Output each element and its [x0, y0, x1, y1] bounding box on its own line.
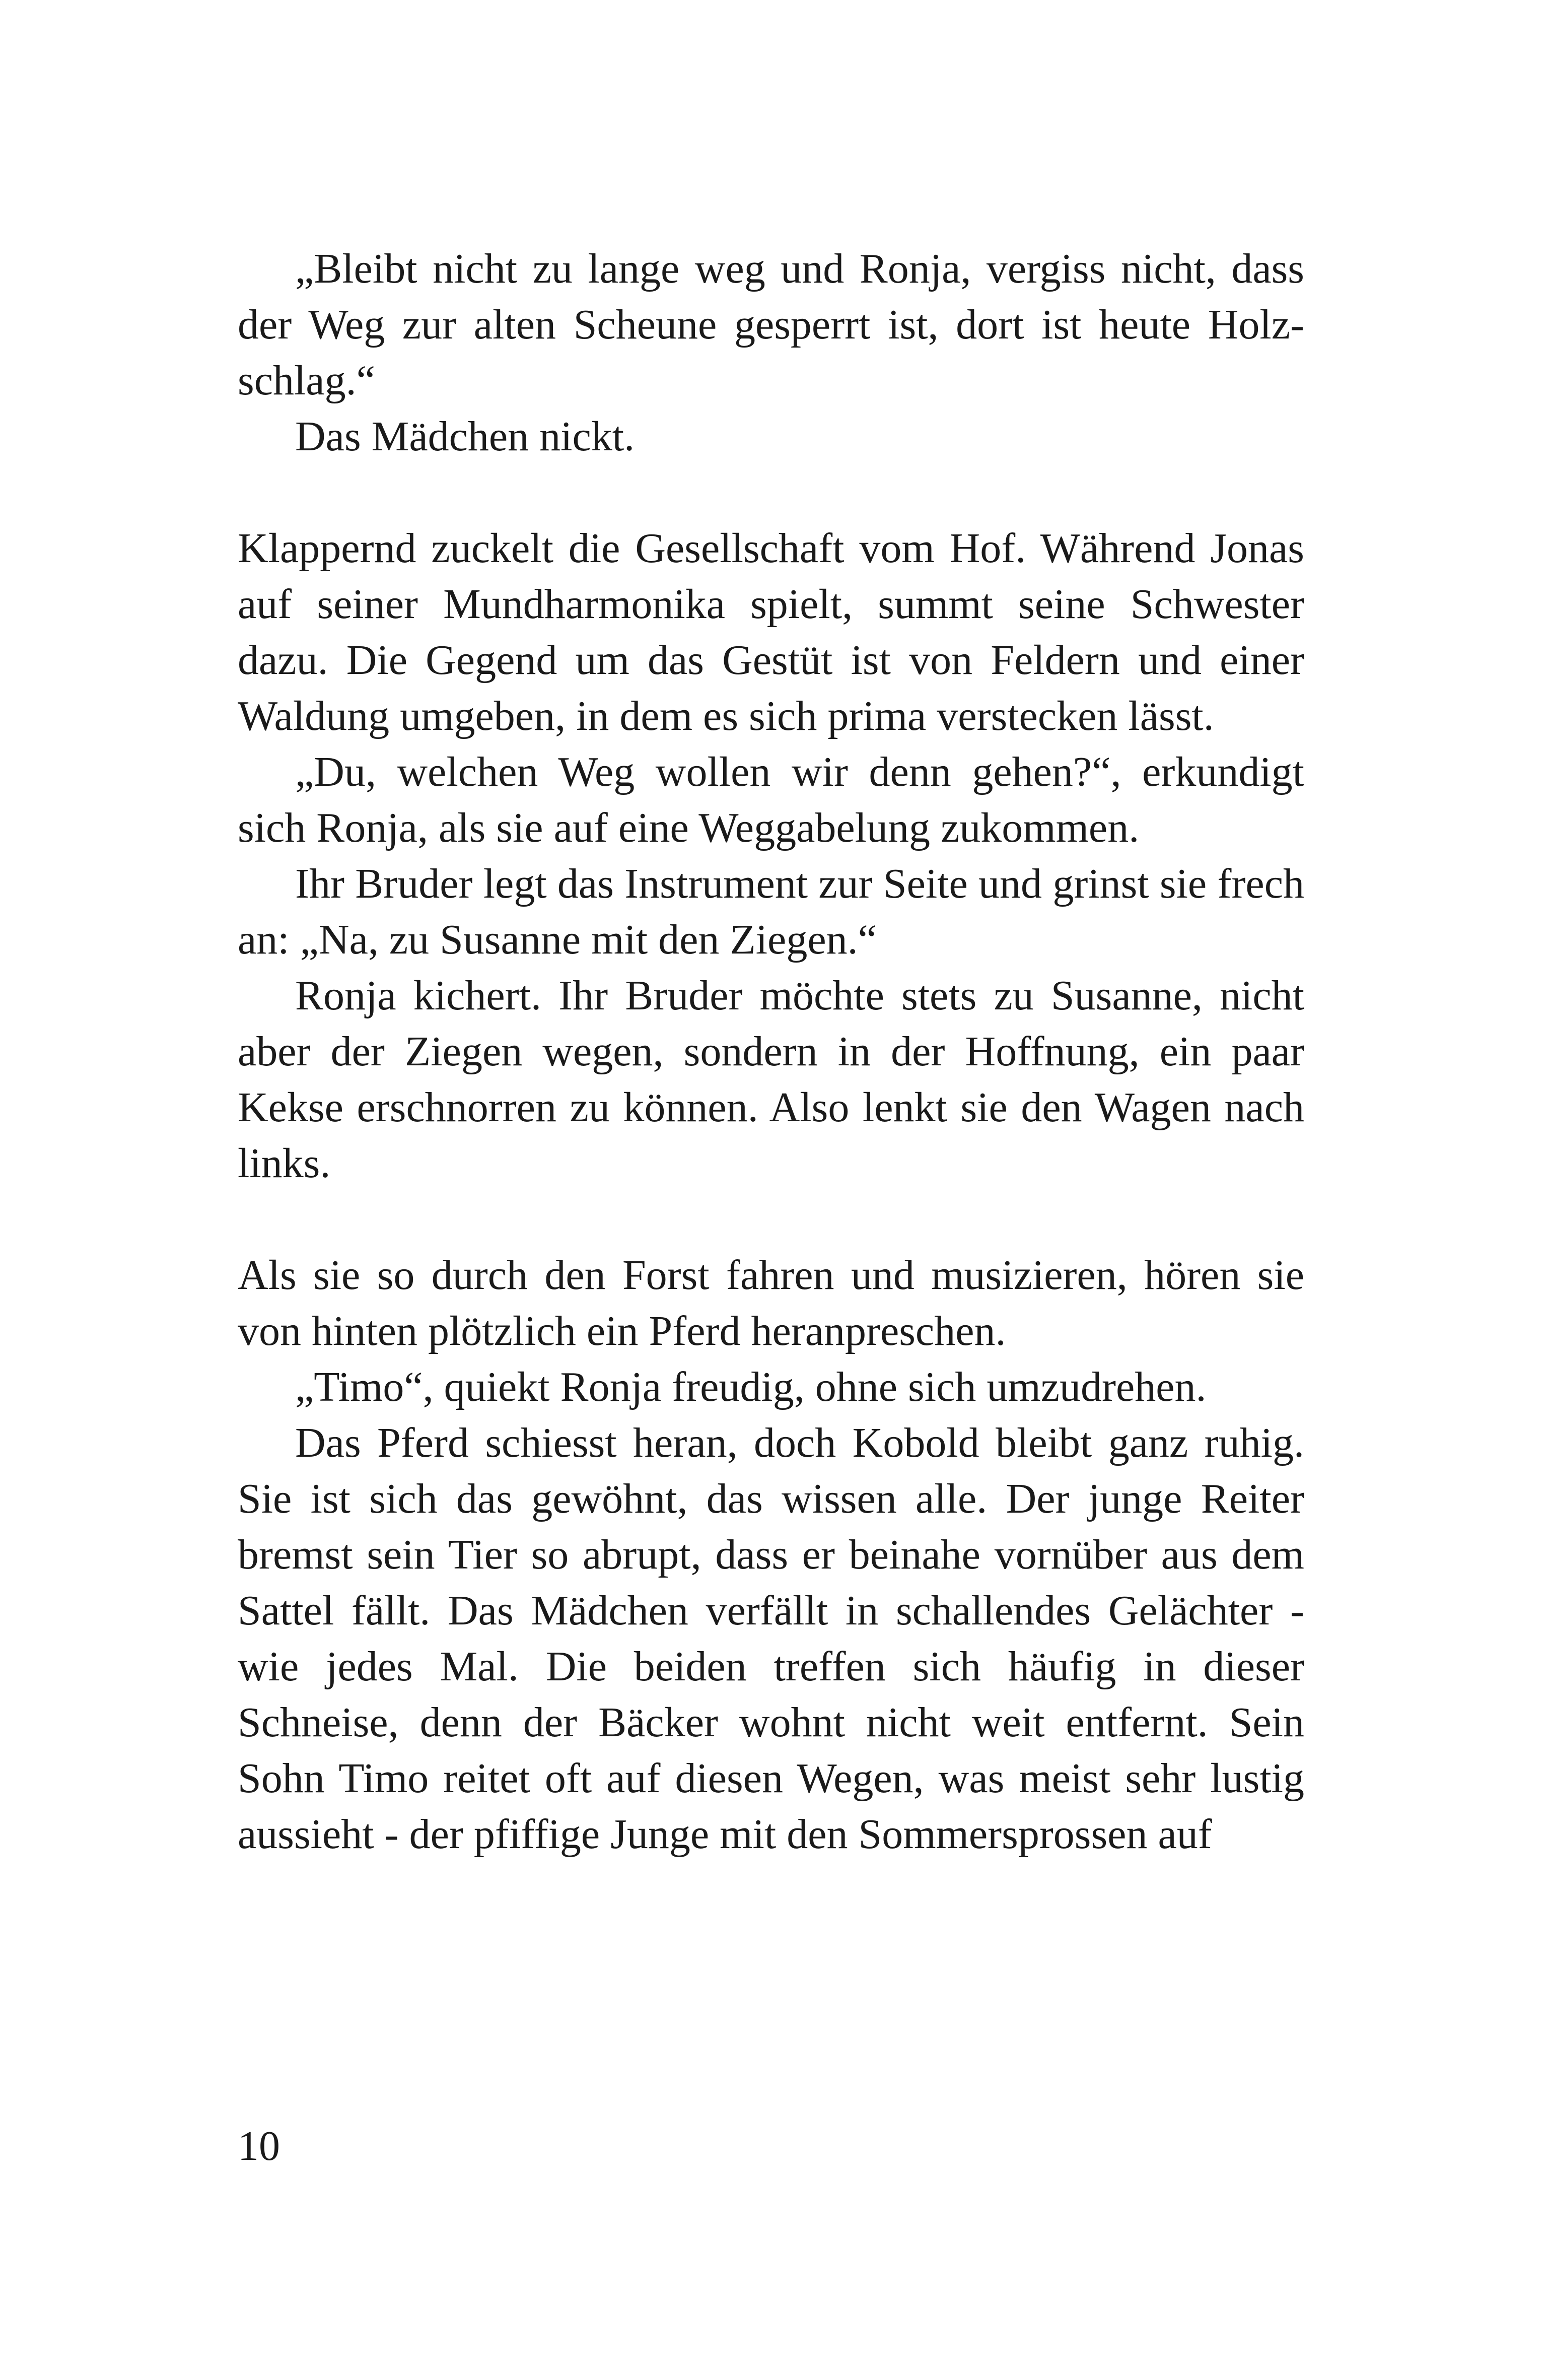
- paragraph-giggle: Ronja kichert. Ihr Bruder möchte stets zu Susanne, nicht aber der Ziegen wegen, sondern in der Hoffnung, ein paar Kekse erschnorren zu können. Also lenkt sie den Wagen nach links.: [238, 972, 1304, 1187]
- body-text: [238, 241, 1304, 1862]
- paragraph-forest: Als sie so durch den Forst fahren und musizieren, hören sie von hinten plötzlich ein Pferd heranpreschen.: [238, 1252, 1304, 1354]
- paragraph-nod: Das Mädchen nickt.: [295, 413, 635, 460]
- paragraph-departure: Klappernd zuckelt die Gesellschaft vom Hof. Während Jonas auf seiner Mundharmonika spielt, summt seine Schwester dazu. Die Gegend um das Gestüt ist von Feldern und einer Waldung umgeben, in dem es sich prima verstecken lässt.: [238, 525, 1304, 739]
- paragraph-warning: „Bleibt nicht zu lange weg und Ronja, vergiss nicht, dass der Weg zur alten Scheune gesperrt ist, dort ist heute Holzschlag.“: [238, 245, 1304, 404]
- paragraph-horse-arrives: Das Pferd schiesst heran, doch Kobold bleibt ganz ruhig. Sie ist sich das gewöhnt, das wissen alle. Der junge Reiter bremst sein Tier so abrupt, dass er beinahe vornüber aus dem Sattel fällt. Das Mädchen verfällt in schallendes Gelächter - wie jedes Mal. Die beiden treffen sich häufig in dieser Schneise, denn der Bäcker wohnt nicht weit entfernt. Sein Sohn Timo reitet oft auf diesen Wegen, was meist sehr lustig aussieht - der pfiffige Junge mit den Sommersprossen auf: [238, 1419, 1304, 1858]
- paragraph-question: „Du, welchen Weg wollen wir denn gehen?“, erkundigt sich Ronja, als sie auf eine Weggabelung zukommen.: [238, 749, 1304, 851]
- paragraph-brother-answer: Ihr Bruder legt das Instrument zur Seite und grinst sie frech an: „Na, zu Susanne mit den Ziegen.“: [238, 860, 1304, 963]
- page-number: 10: [238, 2123, 280, 2169]
- paragraph-timo-call: „Timo“, quiekt Ronja freudig, ohne sich umzudrehen.: [295, 1364, 1207, 1410]
